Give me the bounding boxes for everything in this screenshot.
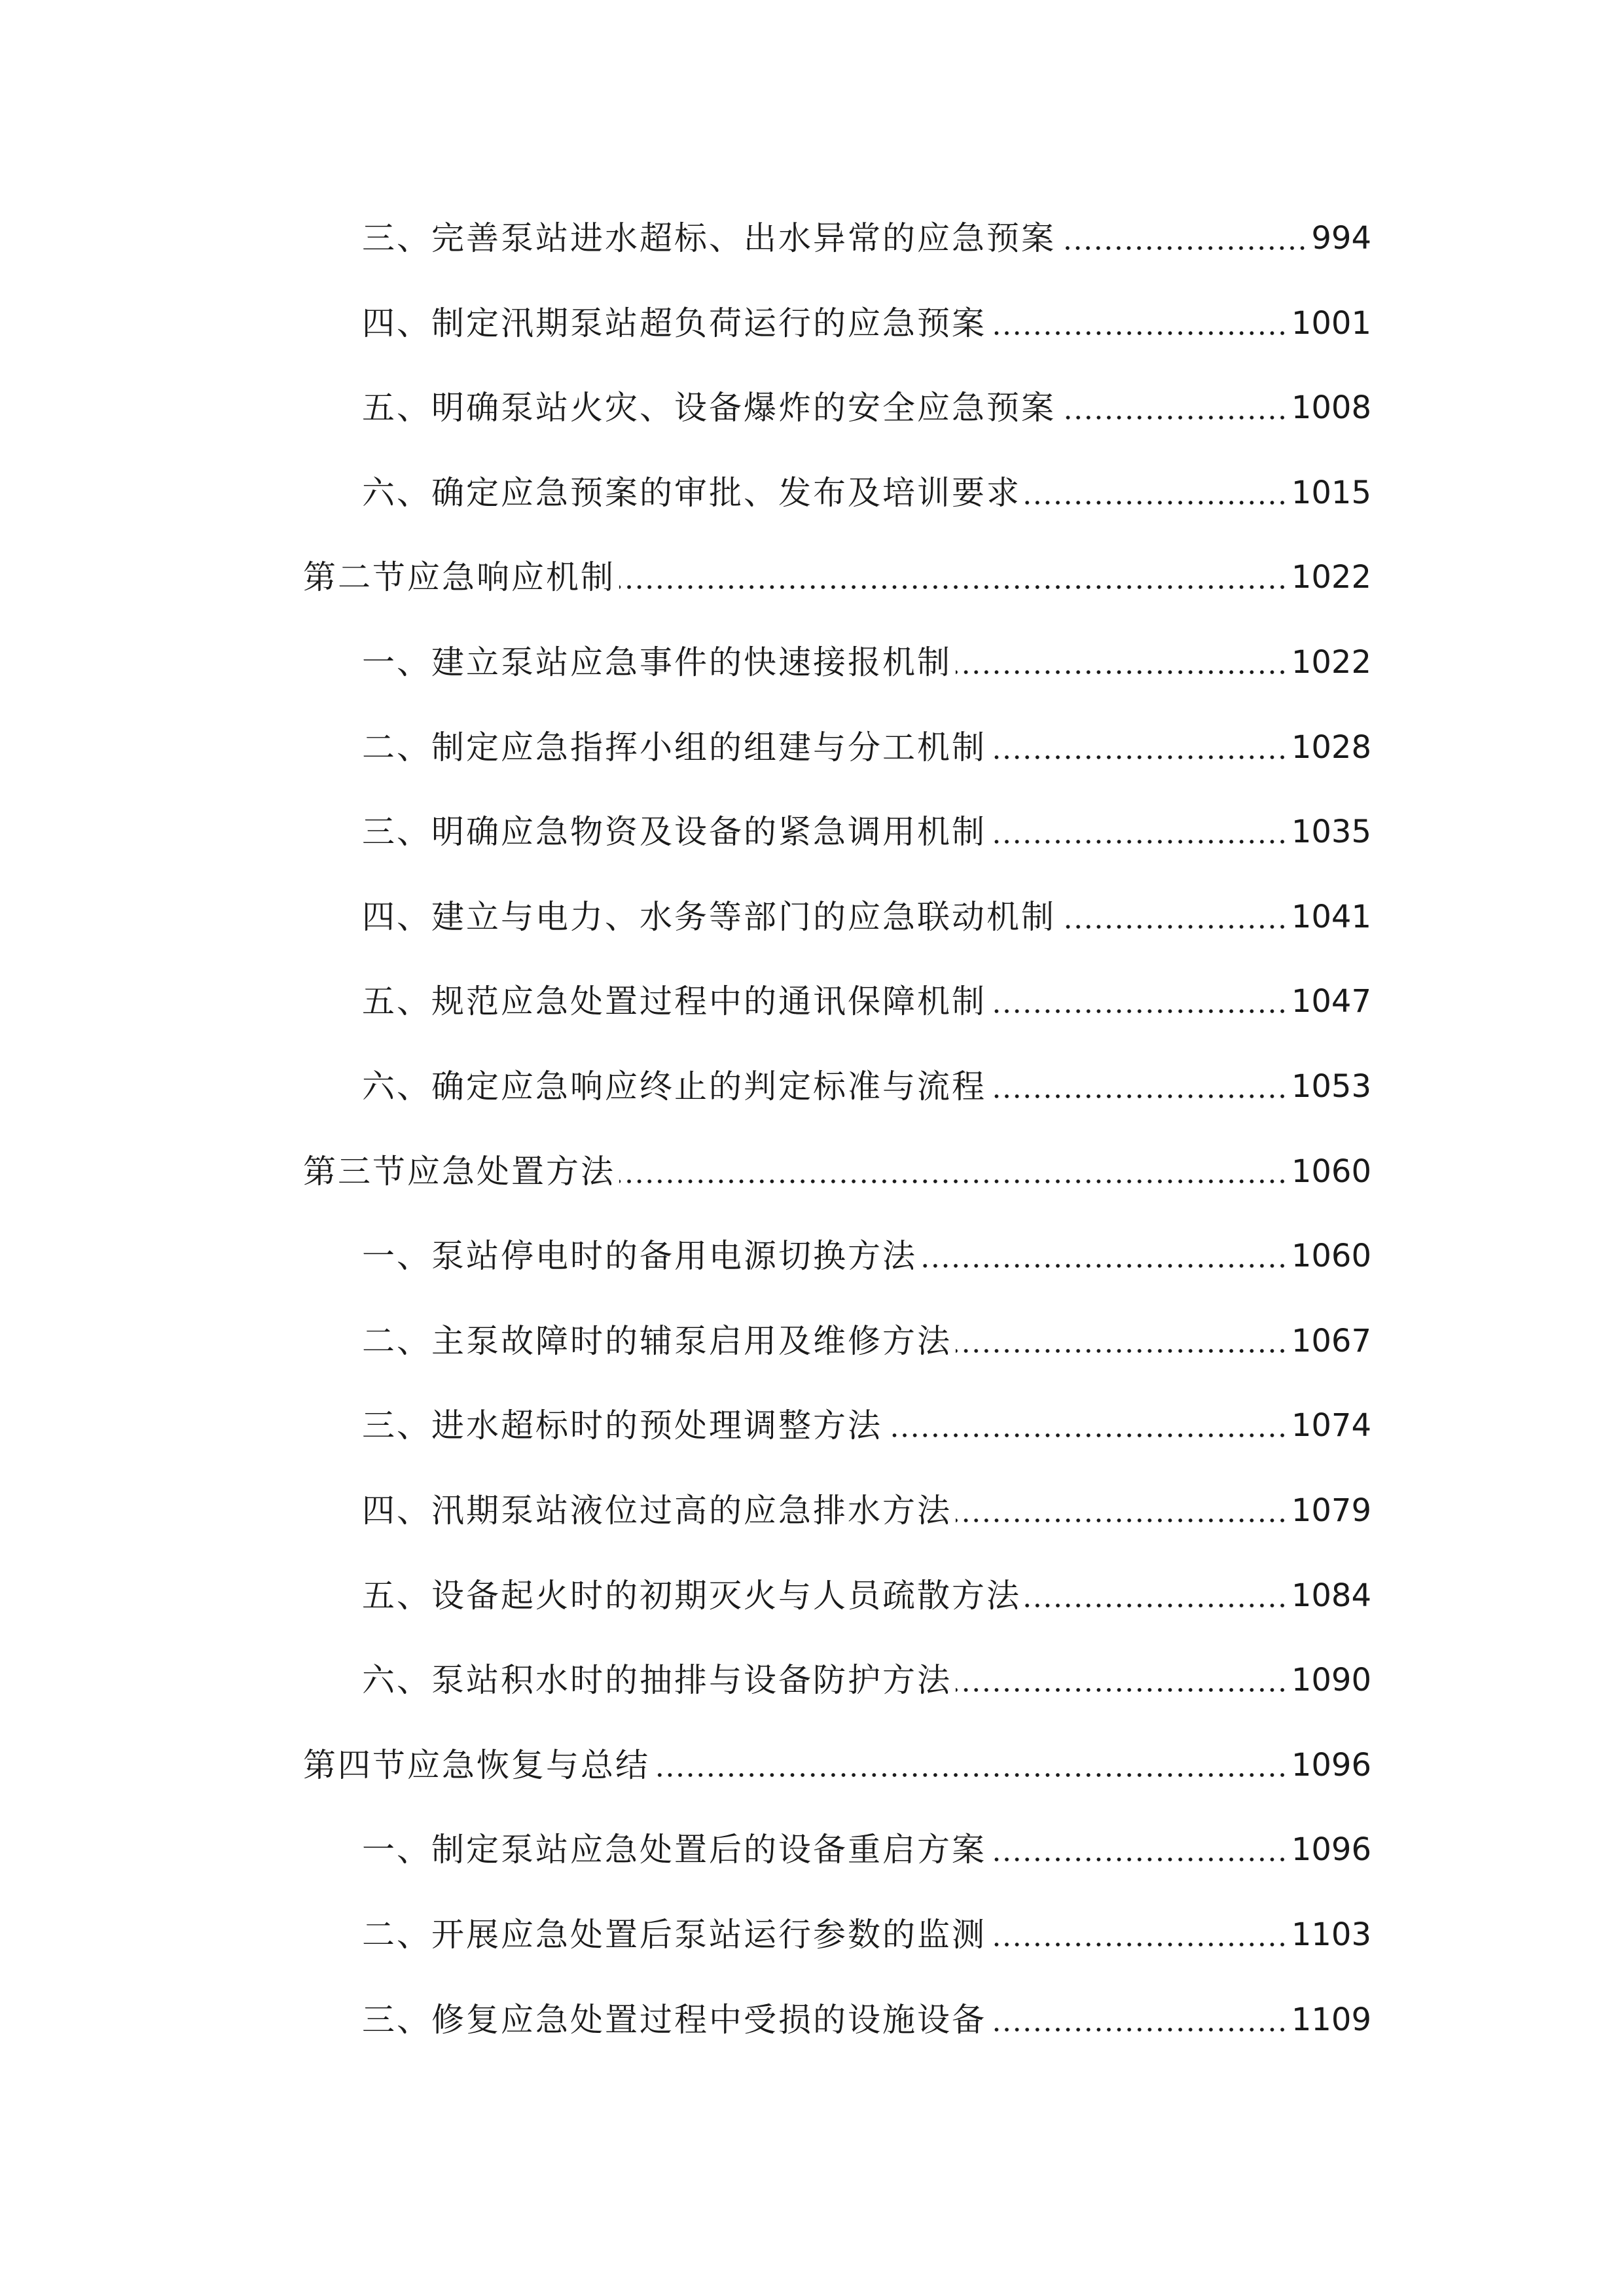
toc-subsection-entry[interactable] [362, 636, 1371, 689]
toc-entry-title: 四、汛期泵站液位过高的应急排水方法 [362, 1492, 952, 1530]
toc-entry-title: 四、建立与电力、水务等部门的应急联动机制 [362, 898, 1056, 936]
toc-subsection-entry[interactable] [362, 1484, 1371, 1537]
toc-subsection-entry[interactable] [362, 1399, 1371, 1452]
toc-entry-title: 六、泵站积水时的抽排与设备防护方法 [362, 1661, 952, 1699]
toc-dot-leader [990, 840, 1288, 844]
toc-entry-title: 二、开展应急处置后泵站运行参数的监测 [362, 1916, 986, 1954]
toc-entry-title: 三、修复应急处置过程中受损的设施设备 [362, 2001, 986, 2039]
toc-subsection-entry[interactable] [362, 1315, 1371, 1367]
toc-entry-title: 六、确定应急响应终止的判定标准与流程 [362, 1067, 986, 1105]
toc-dot-leader [990, 1857, 1288, 1861]
toc-dot-leader [921, 1264, 1288, 1268]
toc-dot-leader [654, 1773, 1288, 1777]
toc-page-number: 1015 [1291, 475, 1371, 511]
toc-section-entry[interactable] [303, 1739, 1371, 1791]
toc-dot-leader [1025, 501, 1288, 505]
toc-dot-leader [990, 1094, 1288, 1098]
toc-page-number: 1096 [1291, 1747, 1371, 1784]
toc-subsection-entry[interactable] [362, 1654, 1371, 1706]
toc-page-number: 994 [1311, 220, 1371, 257]
toc-entry-title: 六、确定应急预案的审批、发布及培训要求 [362, 474, 1021, 512]
toc-dot-leader [956, 670, 1288, 674]
toc-page-number: 1035 [1291, 814, 1371, 850]
toc-entry-title: 一、建立泵站应急事件的快速接报机制 [362, 643, 952, 681]
toc-subsection-entry[interactable] [362, 1994, 1371, 2046]
toc-page-number: 1103 [1291, 1916, 1371, 1953]
toc-page-number: 1067 [1291, 1323, 1371, 1359]
toc-dot-leader [1060, 416, 1288, 420]
toc-page-number: 1041 [1291, 899, 1371, 935]
toc-dot-leader [1060, 246, 1307, 250]
toc-dot-leader [956, 1518, 1288, 1522]
toc-dot-leader [990, 755, 1288, 759]
toc-dot-leader [956, 1688, 1288, 1692]
toc-subsection-entry[interactable] [362, 975, 1371, 1028]
toc-subsection-entry[interactable] [362, 891, 1371, 943]
toc-page-number: 1109 [1291, 2001, 1371, 2038]
toc-entry-title: 三、进水超标时的预处理调整方法 [362, 1407, 882, 1444]
toc-dot-leader [990, 1009, 1288, 1013]
toc-page-number: 1090 [1291, 1662, 1371, 1698]
toc-dot-leader [956, 1349, 1288, 1353]
toc-entry-title: 一、泵站停电时的备用电源切换方法 [362, 1237, 917, 1275]
toc-page-number: 1060 [1291, 1238, 1371, 1274]
toc-page-number: 1008 [1291, 389, 1371, 426]
toc-page-number: 1022 [1291, 559, 1371, 596]
toc-section-entry[interactable] [303, 551, 1371, 603]
toc-entry-title: 五、设备起火时的初期灭火与人员疏散方法 [362, 1577, 1021, 1615]
toc-dot-leader [619, 585, 1288, 589]
toc-subsection-entry[interactable] [362, 721, 1371, 774]
toc-entry-title: 第三节应急处置方法 [303, 1153, 615, 1191]
toc-dot-leader [1025, 1604, 1288, 1607]
toc-entry-title: 四、制定汛期泵站超负荷运行的应急预案 [362, 304, 986, 342]
toc-page-number: 1028 [1291, 729, 1371, 766]
toc-page-number: 1001 [1291, 305, 1371, 342]
toc-page-number: 1079 [1291, 1492, 1371, 1529]
toc-page-number: 1074 [1291, 1407, 1371, 1444]
toc-subsection-entry[interactable] [362, 1823, 1371, 1876]
toc-entry-title: 三、明确应急物资及设备的紧急调用机制 [362, 813, 986, 851]
toc-page-number: 1084 [1291, 1577, 1371, 1614]
toc-subsection-entry[interactable] [362, 1230, 1371, 1282]
toc-dot-leader [990, 331, 1288, 335]
toc-subsection-entry[interactable] [362, 212, 1371, 264]
toc-dot-leader [990, 2028, 1288, 2032]
toc-page-number: 1022 [1291, 644, 1371, 681]
toc-page-number: 1047 [1291, 983, 1371, 1020]
toc-dot-leader [619, 1179, 1288, 1183]
toc-section-entry[interactable] [303, 1145, 1371, 1198]
toc-entry-title: 第二节应急响应机制 [303, 558, 615, 596]
toc-entry-title: 五、规范应急处置过程中的通讯保障机制 [362, 982, 986, 1020]
toc-dot-leader [1060, 925, 1288, 929]
toc-page-number: 1053 [1291, 1068, 1371, 1105]
toc-dot-leader [886, 1433, 1288, 1437]
toc-entry-title: 二、制定应急指挥小组的组建与分工机制 [362, 728, 986, 766]
toc-subsection-entry[interactable] [362, 467, 1371, 519]
toc-subsection-entry[interactable] [362, 1570, 1371, 1622]
toc-entry-title: 五、明确泵站火灾、设备爆炸的安全应急预案 [362, 389, 1056, 427]
toc-subsection-entry[interactable] [362, 297, 1371, 350]
toc-page-number: 1060 [1291, 1153, 1371, 1190]
toc-subsection-entry[interactable] [362, 1060, 1371, 1113]
toc-entry-title: 三、完善泵站进水超标、出水异常的应急预案 [362, 219, 1056, 257]
toc-entry-title: 一、制定泵站应急处置后的设备重启方案 [362, 1831, 986, 1869]
toc-subsection-entry[interactable] [362, 1909, 1371, 1961]
toc-page-number: 1096 [1291, 1831, 1371, 1868]
toc-subsection-entry[interactable] [362, 382, 1371, 434]
toc-entry-title: 二、主泵故障时的辅泵启用及维修方法 [362, 1322, 952, 1360]
toc-dot-leader [990, 1943, 1288, 1946]
toc-entry-title: 第四节应急恢复与总结 [303, 1746, 650, 1784]
toc-subsection-entry[interactable] [362, 806, 1371, 858]
